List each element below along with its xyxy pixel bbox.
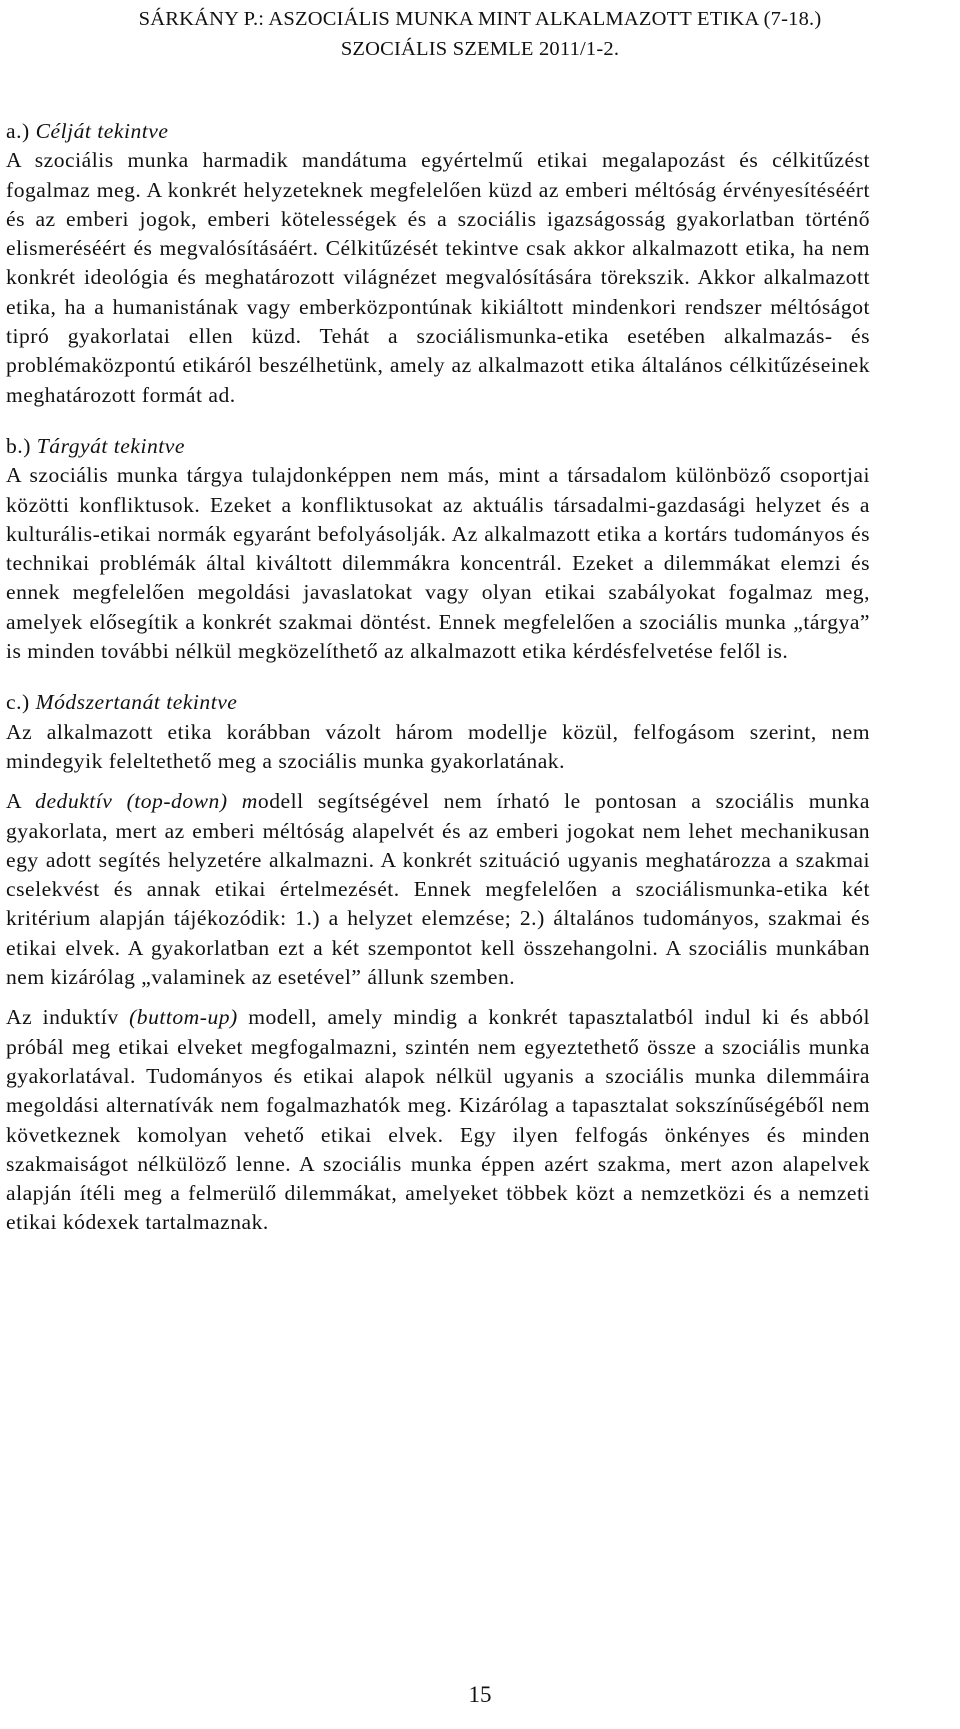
section-title: Módszertanát tekintve [35,690,238,715]
header-line-2: SZOCIÁLIS SZEMLE 2011/1-2. [340,38,620,60]
section-label: c.) [6,690,30,715]
section-c [6,688,870,776]
paragraph-deductive: A deduktív (top-down) modell segítségével nem írható le pontosan a szociális munka gyakorlata, mert az emberi méltóság alapelvét és az emberi jogokat nem lehet mechanikusan egy adott segítés helyzetére alkalmazni. A konkrét szituáció ugyanis meghatározza a szakmai cselekvést és annak etikai értelmezését. Ennek megfelelően a szociálismunka-etika két kritérium alapján tájékozódik: 1.) a helyzet elemzése; 2.) általános tudományos, szakmai és etikai elvek. A gyakorlatban ezt a két szempontot kell összehangolni. A szociális munkában nem kizárólag „valaminek az esetével” állunk szemben. [6,789,870,990]
body-text [6,117,870,1238]
page-number: 15 [468,1682,492,1707]
section-heading [6,688,870,717]
section-paragraph: Az alkalmazott etika korábban vázolt három modellje közül, felfogásom szerint, nem mindegyik feleltethető meg a szociális munka gyakorlatának. [6,719,870,773]
section-label: a.) [6,119,30,143]
section-paragraph: A szociális munka harmadik mandátuma egyértelmű etikai megalapozást és célkitűzést fogalmaz meg. A konkrét helyzeteknek megfelelően küzd az emberi méltóság érvényesítéséért és az emberi jogok, emberi kötelességek és a szociális igazságosság gyakorlatban történő elismeréséért és megvalósításáért. Célkitűzését tekintve csak akkor alkalmazott etika, ha nem konkrét ideológia és meghatározott világnézet megvalósítására törekszik. Akkor alkalmazott etika, ha a humanistának vagy emberközpontúnak kikiáltott mindenkori rendszer méltóságot tipró gyakorlatai ellen küzd. Tehát a szociálismunka-etika esetében alkalmazás- és problémaközpontú etikáról beszélhetünk, amely az alkalmazott etika általános célkitűzéseinek meghatározott formát ad. [6,148,870,407]
section-a [6,117,870,410]
paragraph-inductive: Az induktív (buttom-up) modell, amely mindig a konkrét tapasztalatból indul ki és abból próbál meg etikai elveket megfogalmazni, szintén nem egyeztethető össze a szociális munka gyakorlatával. Tudományos és etikai alapok nélkül ugyanis a szociális munka dilemmáira megoldási alternatívák nem fogalmazhatók meg. Kizárólag a tapasztalat sokszínűségéből nem következnek komolyan vehető etikai elvek. Egy ilyen felfogás önkényes és minden szakmaiságot nélkülöző lenne. A szociális munka éppen azért szakma, mert azon alapelvek alapján ítéli meg a felmerülő dilemmákat, amelyeket többek közt a nemzetközi és a nemzeti etikai kódexek tartalmaznak. [6,1005,870,1235]
section-label: b.) [6,433,31,458]
running-header [0,4,960,64]
section-b [6,432,870,666]
section-heading [6,432,870,461]
section-title: Célját tekintve [35,119,169,143]
section-title: Tárgyát tekintve [36,433,185,458]
header-line-1: SÁRKÁNY P.: ASZOCIÁLIS MUNKA MINT ALKALMAZOTT ETIKA (7-18.) [138,8,822,30]
italic-term: (buttom-up) [129,1005,238,1030]
italic-term: deduktív (top-down) m [35,789,258,814]
section-heading [6,117,870,146]
section-paragraph: A szociális munka tárgya tulajdonképpen nem más, mint a társadalom különböző csoportjai közötti konfliktusok. Ezeket a konfliktusokat az aktuális társadalmi-gazdasági helyzet és a kulturális-etikai normák egyaránt befolyásolják. Az alkalmazott etika a kortárs tudományos és technikai problémák által kiváltott dilemmákra koncentrál. Ezeket a dilemmákat elemzi és ennek megfelelően megoldási javaslatokat vagy olyan etikai szabályokat fogalmaz meg, amelyek elősegítik a konkrét szakmai döntést. Ennek megfelelően a szociális munka „tárgya” is minden további nélkül megközelíthető az alkalmazott etika kérdésfelvetése felől is. [6,463,870,664]
